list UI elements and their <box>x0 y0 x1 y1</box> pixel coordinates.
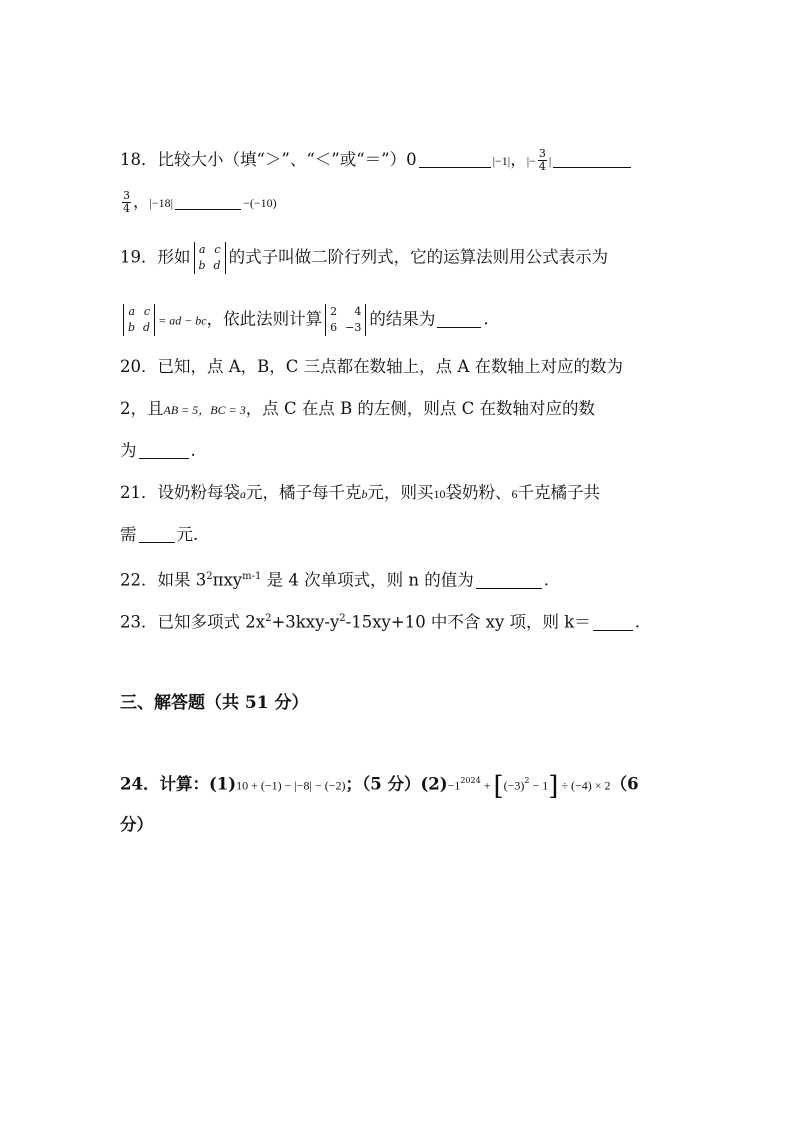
det2-b: b <box>128 321 136 334</box>
q20-line-1: 已知，点 A，B，C 三点都在数轴上，点 A 在数轴上对应的数为 <box>157 357 624 376</box>
q18-text: 比较大小（填“＞”、“＜”或“＝”）0 <box>157 150 417 169</box>
q18-abs-prefix: |− <box>526 154 536 168</box>
det-val-4: −3 <box>345 321 362 334</box>
section-3-heading: 三、解答题（共 51 分） <box>120 693 309 713</box>
q23-blank[interactable] <box>593 614 633 631</box>
q23-t1: 已知多项式 2x <box>157 612 266 632</box>
q22-t1: 如果 3 <box>157 570 207 590</box>
question-19-line-1 <box>120 242 608 274</box>
question-23-line <box>120 608 640 634</box>
q19-text-c: ，依此法则计算 <box>206 309 323 329</box>
q19-determinant-symbols <box>194 242 226 274</box>
q24-expr2-b: + <box>480 778 494 793</box>
q19-text-d: 的结果为 <box>369 309 436 329</box>
q18-neg-10: −(−10) <box>243 196 277 210</box>
q22-sup1: 2 <box>206 571 213 582</box>
q24-expr1: 10 + (−1) − |−8| − (−2) <box>236 778 346 793</box>
q23-end: . <box>634 612 641 632</box>
det-a: a <box>198 243 206 256</box>
q22-number: 22． <box>120 570 158 590</box>
q24-expr2-e: ÷ (−4) × 2 <box>558 778 611 793</box>
question-20-line-1 <box>120 356 623 378</box>
q21-var-b: b <box>361 487 368 501</box>
q20-ab-bc: AB = 5，BC = 3 <box>163 403 246 417</box>
question-18-line-2 <box>120 190 277 215</box>
q24-t1: 计算：(1) <box>159 774 237 794</box>
q20-line2-a: 2，且 <box>120 399 164 418</box>
q21-t2: 元，橘子每千克 <box>246 483 362 502</box>
q18-line2-fraction <box>122 190 131 215</box>
q19-text-a: 形如 <box>157 247 191 267</box>
q18-line2-frac-den: 4 <box>123 202 130 215</box>
det2-a: a <box>128 305 136 318</box>
q19-determinant-formula <box>123 304 155 336</box>
det-val-1: 2 <box>330 305 338 318</box>
q19-determinant-values <box>325 304 366 336</box>
question-22-line <box>120 566 549 592</box>
det2-c: c <box>143 305 151 318</box>
question-21-line-1 <box>120 482 600 505</box>
question-20-line-3 <box>120 440 196 462</box>
q21-ten: 10 <box>433 487 446 501</box>
q23-t3: -15xy+10 中不含 xy 项，则 k＝ <box>345 612 591 632</box>
question-24-line-2 <box>120 814 153 836</box>
question-24-line-1 <box>120 770 639 802</box>
q20-line2-b: ，点 C 在点 B 的左侧，则点 C 在数轴对应的数 <box>245 399 596 418</box>
q19-blank[interactable] <box>437 311 481 328</box>
q22-end: . <box>543 570 549 590</box>
q18-blank-1[interactable] <box>419 151 491 168</box>
q18-comma-2: ， <box>133 192 150 211</box>
q22-t3: 是 4 次单项式，则 n 的值为 <box>261 570 474 590</box>
q24-t2: ；（5 分）(2) <box>345 774 448 794</box>
q20-end: . <box>190 441 196 460</box>
q24-expr2-d: − 1 <box>529 778 549 793</box>
q23-number: 23． <box>120 612 158 632</box>
q18-blank-3[interactable] <box>175 193 241 210</box>
q21-t5: 千克橘子共 <box>517 483 600 502</box>
q24-number: 24． <box>120 774 160 794</box>
q23-sup2: 2 <box>339 613 346 624</box>
q24-expr2-a: −1 <box>447 778 461 793</box>
q19-end: . <box>483 309 489 329</box>
det-d: d <box>213 259 221 272</box>
q22-blank[interactable] <box>476 572 542 589</box>
q18-comma: ， <box>510 150 527 169</box>
q22-sup2: m-1 <box>242 571 262 582</box>
q24-line-2: 分） <box>120 815 153 834</box>
q21-line-2: 需 <box>120 525 137 544</box>
q18-frac-num: 3 <box>538 147 546 160</box>
q19-text-b: 的式子叫做二阶行列式，它的运算法则用公式表示为 <box>228 247 609 267</box>
question-20-line-2 <box>120 398 595 421</box>
question-19-line-2 <box>120 304 489 336</box>
q21-t1: 设奶粉每袋 <box>157 483 240 502</box>
q20-number: 20． <box>120 357 158 376</box>
q22-t2: πxy <box>212 570 243 590</box>
q19-number: 19． <box>120 247 158 267</box>
q20-line-3: 为 <box>120 441 137 460</box>
q21-number: 21． <box>120 483 158 502</box>
q18-frac-den: 4 <box>538 160 546 173</box>
det2-d: d <box>143 321 151 334</box>
det-val-3: 6 <box>330 321 338 334</box>
q21-blank[interactable] <box>139 526 175 543</box>
q21-t4: 袋奶粉、 <box>445 483 512 502</box>
q23-t2: +3kxy-y <box>271 612 340 632</box>
det-val-2: 4 <box>354 305 362 318</box>
q24-close-bracket: ] <box>548 771 559 802</box>
q24-expr2-sup2: 2 <box>524 776 530 785</box>
q18-abs-neg1: |−1| <box>492 154 511 168</box>
q21-t3: 元，则买 <box>367 483 434 502</box>
q18-line2-frac-num: 3 <box>123 189 130 202</box>
q20-blank[interactable] <box>139 442 189 459</box>
det-c: c <box>214 243 221 256</box>
q24-expr2-c: (−3) <box>503 778 525 793</box>
q21-line2-end: 元. <box>176 525 199 544</box>
q24-t3: （6 <box>610 774 639 794</box>
q21-six: 6 <box>511 487 518 501</box>
q24-expr2-sup: 2024 <box>460 776 481 785</box>
question-18-line-1 <box>120 148 633 173</box>
q18-number: 18． <box>120 150 158 169</box>
det-b: b <box>198 259 206 272</box>
q21-var-a: a <box>240 487 246 501</box>
q18-fraction <box>538 148 547 173</box>
q18-abs-suffix: | <box>548 154 552 168</box>
q18-abs-18: |−18| <box>149 196 174 210</box>
q19-formula: = ad − bc <box>158 313 207 328</box>
q18-blank-2[interactable] <box>553 151 631 168</box>
q24-open-bracket: [ <box>493 771 504 802</box>
q23-sup1: 2 <box>265 613 272 624</box>
question-21-line-2 <box>120 524 198 546</box>
